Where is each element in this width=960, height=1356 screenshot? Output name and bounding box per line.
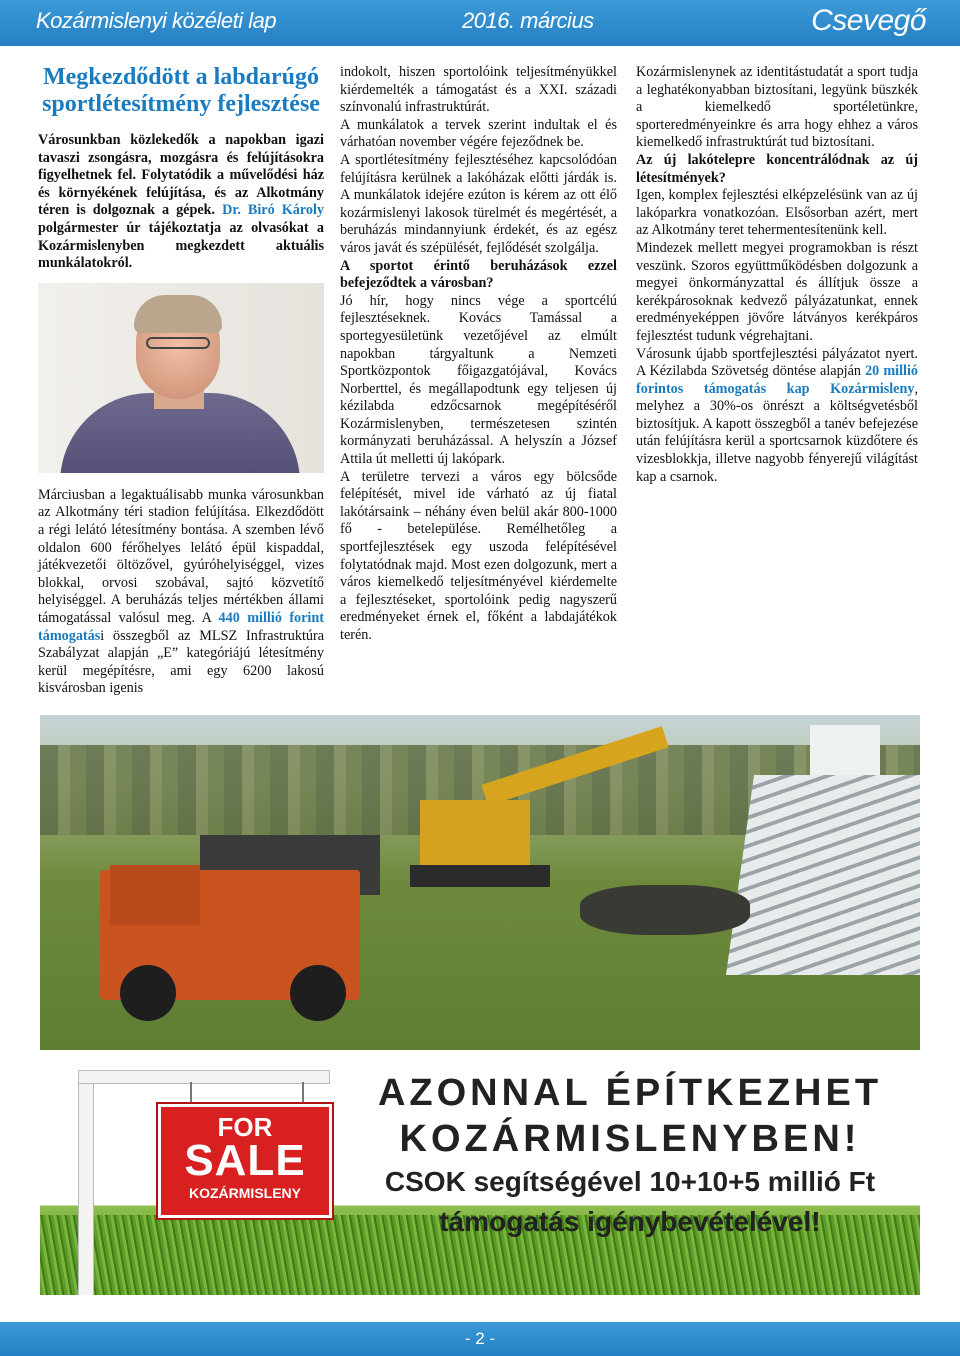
- page-header: [0, 0, 960, 46]
- interview-question: Az új lakótelepre koncentrálódnak az új létesítmények?: [636, 151, 918, 186]
- funding-highlight: 440 millió forint támogatás: [38, 609, 324, 644]
- real-estate-ad: [40, 1060, 920, 1295]
- stadium-construction-photo: [40, 715, 920, 1050]
- article-title: Megkezdődött a labdarúgó sportlétesítmény fejlesztése: [42, 64, 320, 117]
- column-2: [340, 64, 617, 645]
- paragraph: indokolt, hiszen sportolóink teljesítményükkel kiérdemelték a támogatást és a XXI. századi színvonalú infrastruktúrát.: [340, 64, 617, 116]
- page-footer: [0, 1322, 960, 1356]
- paragraph: Mindezek mellett megyei programokban is részt veszünk. Szoros együttműködésben dolgozunk a megyei önkormányzattal és állítjuk össze a kerékpárosoknak kedvező pályázatunkat, ennek eredményeképpen jövőre látványos kerékpáros fejlesztést tudunk végrehajtani.: [636, 239, 918, 344]
- paragraph: A munkálatok a tervek szerint indultak el és várhatóan november végére fejeződnek be.: [340, 116, 617, 151]
- mayor-name: Dr. Biró Károly: [222, 202, 324, 219]
- for-sale-sign: FOR SALE KOZÁRMISLENY: [158, 1104, 332, 1218]
- lead-text: Városunkban közlekedők a napokban igazi tavaszi zsongásra, mozgásra és felújításokra figyelhetnek fel. Folytatódik a művelődési ház és környékének felújítása, és az Alkotmány téren is dolgoznak a gépek.: [38, 132, 324, 219]
- lead-text-end: polgármester úr tájékoztatja az olvasókat a Kozármislenyben megkezdett aktuális munkálatokról.: [38, 219, 324, 272]
- page-number: - 2 -: [464, 1329, 496, 1348]
- grant-highlight: 20 millió forintos támogatás kap Kozármisleny: [636, 363, 918, 397]
- article-lead: [38, 132, 324, 273]
- interview-question: A sportot érintő beruházások ezzel befejeződtek a városban?: [340, 257, 617, 292]
- paragraph: Igen, komplex fejlesztési elképzelésünk van az új lakóparkra vonatkozóan. Elsősorban azért, mert az Alkotmány teret tehermentesítenünk kell.: [636, 187, 918, 239]
- section-name: Csevegő: [811, 4, 926, 37]
- paragraph: Márciusban a legaktuálisabb munka városunkban az Alkotmány téri stadion felújítása. Elkezdődött a régi lelátó létesítmény bontása. A szemben lévő oldalon 600 férőhelyes lelátó épül kispaddal, játékvezetői öltözővel, gyúróhelyiséggel, vizes blokkal, orvosi szobával, sajtó közvetítő helyiséggel. A beruházás teljes mértékben állami támogatással valósul meg. A 440 millió forint támogatási összegből az MLSZ Infrastruktúra Szabályzat alapján „E” kategóriájú létesítmény kerül megépítésre, ami egy 6200 lakosú kisvárosban igenis: [38, 486, 324, 697]
- mayor-portrait: [38, 283, 324, 473]
- column-3: [636, 64, 918, 486]
- paragraph: Jó hír, hogy nincs vége a sportcélú fejlesztéseknek. Kovács Tamással a sportegyesületünk vezetőjével az elmúlt napokban tárgyaltunk a Nemzeti Sportközpontok főigazgatójával, Kovács Norberttel, és megállapodtunk egy teljesen új kézilabda edzőcsarnok megépítéséről Kozármislenyben, természetesen szintén kormányzati beruházással. A helyszín a József Attila út melletti új lakópark.: [340, 292, 617, 468]
- ad-subline-1: CSOK segítségével 10+10+5 millió Ft: [384, 1166, 876, 1197]
- publication-name: Kozármislenyi közéleti lap: [36, 8, 277, 33]
- issue-date: 2016. március: [462, 8, 594, 33]
- ad-headline-2: KOZÁRMISLENYBEN!: [399, 1118, 861, 1160]
- paragraph: Kozármislenynek az identitástudatát a sport tudja a leghatékonyabban biztosítani, legyünk büszkék a kiemelkedő sportéletünkre, sporteredményeinkre és arra hogy ehhez a város kiemelkedő infrastruktúrát tud biztosítani.: [636, 64, 918, 151]
- paragraph: A területre tervezi a város egy bölcsőde felépítését, mivel ide várható az új fiatal lakótársaink – néhány éven belül akár 800-1000 fő - betelepülése. Remélhetőleg a sportfejlesztések egy uszoda felépítésével folytatódnak majd. Most ezen dolgozunk, mert a város kiemelkedő teljesítményével kiérdemelte a fejlesztéseket, sportolóink pedig nagyszerű eredményeket érnek el, főként a labdajátékok terén.: [340, 468, 617, 643]
- ad-subline-2: támogatás igénybevételével!: [439, 1206, 821, 1237]
- paragraph: Városunk újabb sportfejlesztési pályázatot nyert. A Kézilabda Szövetség döntése alapján 20 millió forintos támogatás kap Kozármisleny, melyhez a 30%-os önrészt a költségvetésből biztosítjuk. A kapott összegből a tanév befejezése után felújításra kerül a sportcsarnok küzdőtere és vizesblokkja, illetve nagyobb fényerejű világítást kap a csarnok.: [636, 345, 918, 485]
- ad-headline-1: AZONNAL ÉPÍTKEZHET: [377, 1072, 883, 1114]
- column-1: [38, 64, 324, 698]
- paragraph: A sportlétesítmény fejlesztéséhez kapcsolódóan felújításra kerülnek a lakóházak előtti járdák is. A munkálatok idejére ezúton is kérem az ott élő kozármislenyi lakosok türelmét és megértését, a beruházás mindannyiunk érdekét, és az egész város javát és szépülését, fejlődését szolgálja.: [340, 151, 617, 256]
